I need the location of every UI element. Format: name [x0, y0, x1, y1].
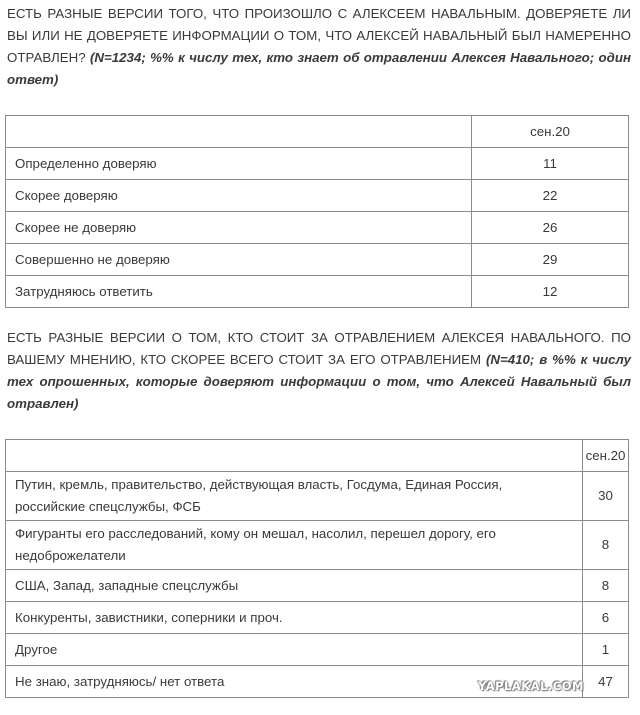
row-label: Совершенно не доверяю — [6, 244, 472, 276]
table-row — [6, 634, 629, 666]
row-label: Другое — [6, 634, 583, 666]
row-label: Фигуранты его расследований, кому он мешал, насолил, перешел дорогу, его недоброжелатели — [6, 521, 583, 570]
question-1 — [7, 3, 631, 91]
table-row — [6, 472, 629, 521]
question-2 — [7, 327, 631, 415]
table-row — [6, 276, 629, 308]
row-value: 6 — [583, 602, 629, 634]
row-value: 47 — [583, 666, 629, 698]
row-value: 1 — [583, 634, 629, 666]
table-header-row — [6, 116, 629, 148]
table-row — [6, 148, 629, 180]
header-date-cell: сен.20 — [472, 116, 629, 148]
row-label: Определенно доверяю — [6, 148, 472, 180]
trust-table — [5, 115, 629, 308]
row-label: США, Запад, западные спецслужбы — [6, 570, 583, 602]
table-row — [6, 212, 629, 244]
row-value: 8 — [583, 521, 629, 570]
header-date-cell: сен.20 — [583, 440, 629, 472]
question-2-text: ЕСТЬ РАЗНЫЕ ВЕРСИИ О ТОМ, КТО СТОИТ ЗА ОТРАВЛЕНИЕМ АЛЕКСЕЯ НАВАЛЬНОГО. ПО ВАШЕМУ МНЕНИЮ, КТО СКОРЕЕ ВСЕГО СТОИТ ЗА ЕГО ОТРАВЛЕНИЕМ — [7, 330, 631, 367]
row-value: 12 — [472, 276, 629, 308]
table-row — [6, 570, 629, 602]
header-label-cell — [6, 116, 472, 148]
row-value: 8 — [583, 570, 629, 602]
row-value: 22 — [472, 180, 629, 212]
culprit-table — [5, 439, 629, 698]
table-header-row — [6, 440, 629, 472]
table-row — [6, 244, 629, 276]
row-value: 11 — [472, 148, 629, 180]
question-2-note: (N=410; в %% к числу тех опрошенных, которые доверяют информации о том, что Алексей Навальный был отравлен) — [7, 352, 631, 411]
site-watermark: YAPLAKAL.COM — [478, 679, 584, 693]
row-label: Не знаю, затрудняюсь/ нет ответа — [6, 666, 583, 698]
row-value: 30 — [583, 472, 629, 521]
question-1-note: (N=1234; %% к числу тех, кто знает об отравлении Алексея Навального; один ответ) — [7, 50, 631, 87]
header-label-cell — [6, 440, 583, 472]
question-1-text: ЕСТЬ РАЗНЫЕ ВЕРСИИ ТОГО, ЧТО ПРОИЗОШЛО С АЛЕКСЕЕМ НАВАЛЬНЫМ. ДОВЕРЯЕТЕ ЛИ ВЫ ИЛИ НЕ ДОВЕРЯЕТЕ ИНФОРМАЦИИ О ТОМ, ЧТО АЛЕКСЕЙ НАВАЛЬНЫЙ БЫЛ НАМЕРЕННО ОТРАВЛЕН? — [7, 6, 631, 65]
row-label: Конкуренты, завистники, соперники и проч. — [6, 602, 583, 634]
table-row — [6, 521, 629, 570]
row-label: Затрудняюсь ответить — [6, 276, 472, 308]
row-value: 26 — [472, 212, 629, 244]
row-label: Скорее доверяю — [6, 180, 472, 212]
row-label: Скорее не доверяю — [6, 212, 472, 244]
table-row — [6, 180, 629, 212]
row-value: 29 — [472, 244, 629, 276]
row-label: Путин, кремль, правительство, действующая власть, Госдума, Единая Россия, российские спецслужбы, ФСБ — [6, 472, 583, 521]
table-row — [6, 602, 629, 634]
